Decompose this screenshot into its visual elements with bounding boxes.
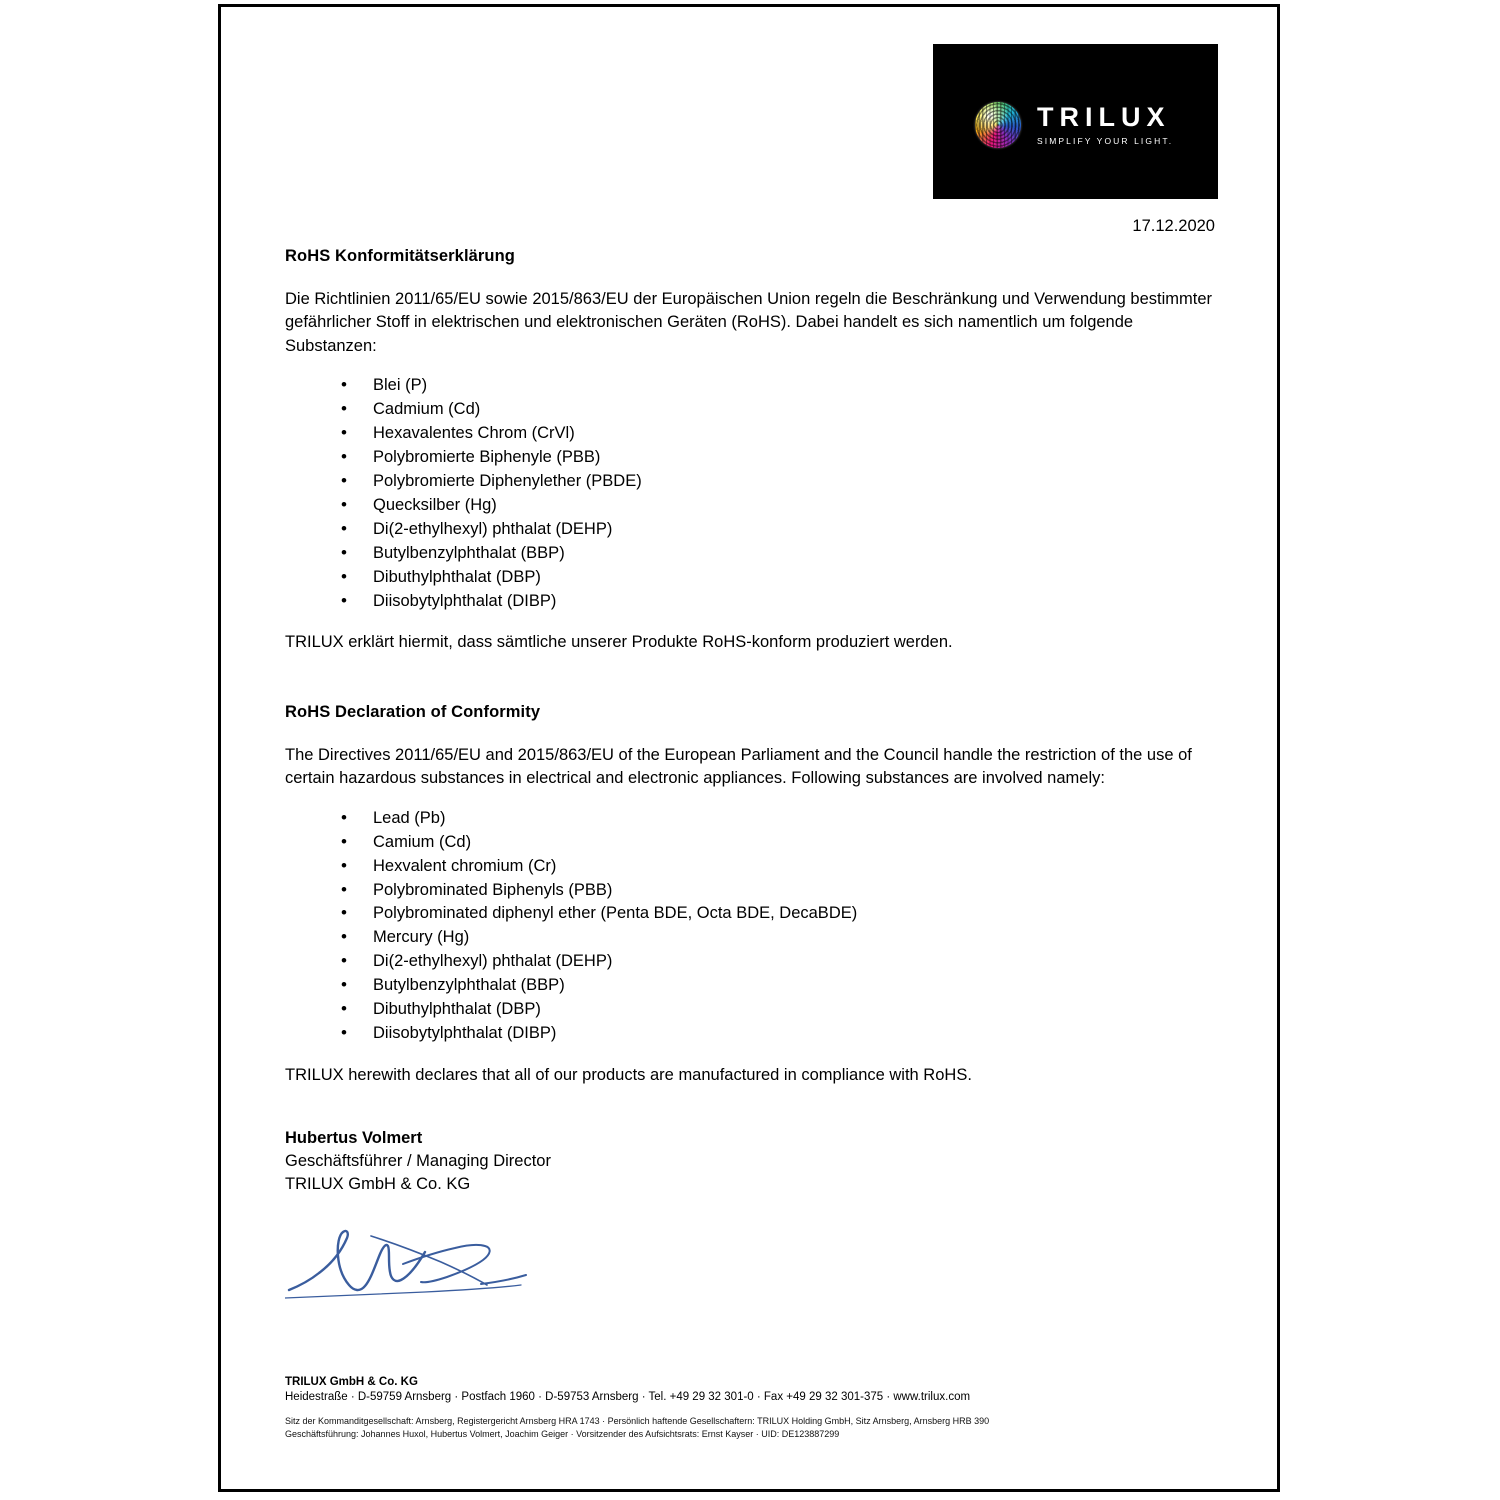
logo-tagline: SIMPLIFY YOUR LIGHT. (1037, 136, 1174, 147)
document-page (218, 4, 1280, 1492)
footer-legal-line-1: Sitz der Kommanditgesellschaft: Arnsberg, Registergericht Arnsberg HRA 1743 · Persönlich haftende Gesellschaftern: TRILUX Holding GmbH, Sitz Arnsberg, Arnsberg HRB 390 (285, 1415, 990, 1426)
list-item: • Polybrominated Biphenyls (PBB) (333, 879, 1220, 903)
list-item: • Quecksilber (Hg) (333, 494, 1220, 518)
list-item: • Mercury (Hg) (333, 926, 1220, 950)
logo-text (1037, 104, 1173, 146)
signatory-company: TRILUX GmbH & Co. KG (285, 1175, 471, 1194)
list-item: • Diisobytylphthalat (DIBP) (333, 1022, 1220, 1046)
german-closing-paragraph: TRILUX erklärt hiermit, dass sämtliche unserer Produkte RoHS-konform produziert werden. (285, 633, 953, 652)
english-intro-paragraph: The Directives 2011/65/EU and 2015/863/EU of the European Parliament and the Council handle the restriction of the use of certain hazardous substances in electrical and electronic appliances. Following substances are involved namely: (285, 745, 1192, 788)
list-item: • Di(2-ethylhexyl) phthalat (DEHP) (333, 950, 1220, 974)
list-item: • Di(2-ethylhexyl) phthalat (DEHP) (333, 518, 1220, 542)
english-substance-list (285, 807, 1220, 1046)
english-closing-paragraph: TRILUX herewith declares that all of our products are manufactured in compliance with RoHS. (285, 1065, 972, 1084)
list-item: • Cadmium (Cd) (333, 398, 1220, 422)
footer-company: TRILUX GmbH & Co. KG (285, 1375, 418, 1388)
logo-wordmark: TRILUX (1037, 102, 1171, 133)
list-item: • Camium (Cd) (333, 831, 1220, 855)
german-substance-list (285, 374, 1220, 613)
german-intro-paragraph: Die Richtlinien 2011/65/EU sowie 2015/863/EU der Europäischen Union regeln die Beschränkung und Verwendung bestimmter gefährlicher Stoff in elektrischen und elektronischen Geräten (RoHS). Dabei handelt es sich namentlich um folgende Substanzen: (285, 290, 1213, 355)
list-item: • Diisobytylphthalat (DIBP) (333, 590, 1220, 614)
list-item: • Blei (P) (333, 374, 1220, 398)
english-section-title: RoHS Declaration of Conformity (285, 702, 541, 721)
list-item: • Lead (Pb) (333, 807, 1220, 831)
handwritten-signature (285, 1212, 585, 1307)
trilux-logo (933, 44, 1218, 199)
document-body (285, 247, 1220, 1312)
list-item: • Polybromierte Biphenyle (PBB) (333, 446, 1220, 470)
document-date: 17.12.2020 (1132, 217, 1215, 235)
signatory-role: Geschäftsführer / Managing Director (285, 1152, 551, 1171)
list-item: • Butylbenzylphthalat (BBP) (333, 974, 1220, 998)
list-item: • Dibuthylphthalat (DBP) (333, 998, 1220, 1022)
list-item: • Butylbenzylphthalat (BBP) (333, 542, 1220, 566)
page-inner (221, 7, 1277, 1489)
footer-legal-line-2: Geschäftsführung: Johannes Huxol, Hubertus Volmert, Joachim Geiger · Vorsitzender des Aufsichtsrats: Ernst Kayser · UID: DE123887299 (285, 1428, 840, 1439)
signature-block (285, 1129, 1220, 1312)
footer-address: Heidestraße · D-59759 Arnsberg · Postfach 1960 · D-59753 Arnsberg · Tel. +49 29 32 301-0 · Fax +49 29 32 301-375 · www.trilux.com (285, 1390, 971, 1403)
list-item: • Hexavalentes Chrom (CrVl) (333, 422, 1220, 446)
section-spacer (285, 671, 1220, 703)
page-footer (285, 1376, 1220, 1441)
list-item: • Polybrominated diphenyl ether (Penta BDE, Octa BDE, DecaBDE) (333, 902, 1220, 926)
list-item: • Dibuthylphthalat (DBP) (333, 566, 1220, 590)
list-item: • Hexvalent chromium (Cr) (333, 855, 1220, 879)
sphere-icon (975, 102, 1021, 148)
logo-inner (975, 102, 1173, 148)
signatory-name: Hubertus Volmert (285, 1129, 423, 1148)
list-item: • Polybromierte Diphenylether (PBDE) (333, 470, 1220, 494)
german-section-title: RoHS Konformitätserklärung (285, 247, 515, 265)
